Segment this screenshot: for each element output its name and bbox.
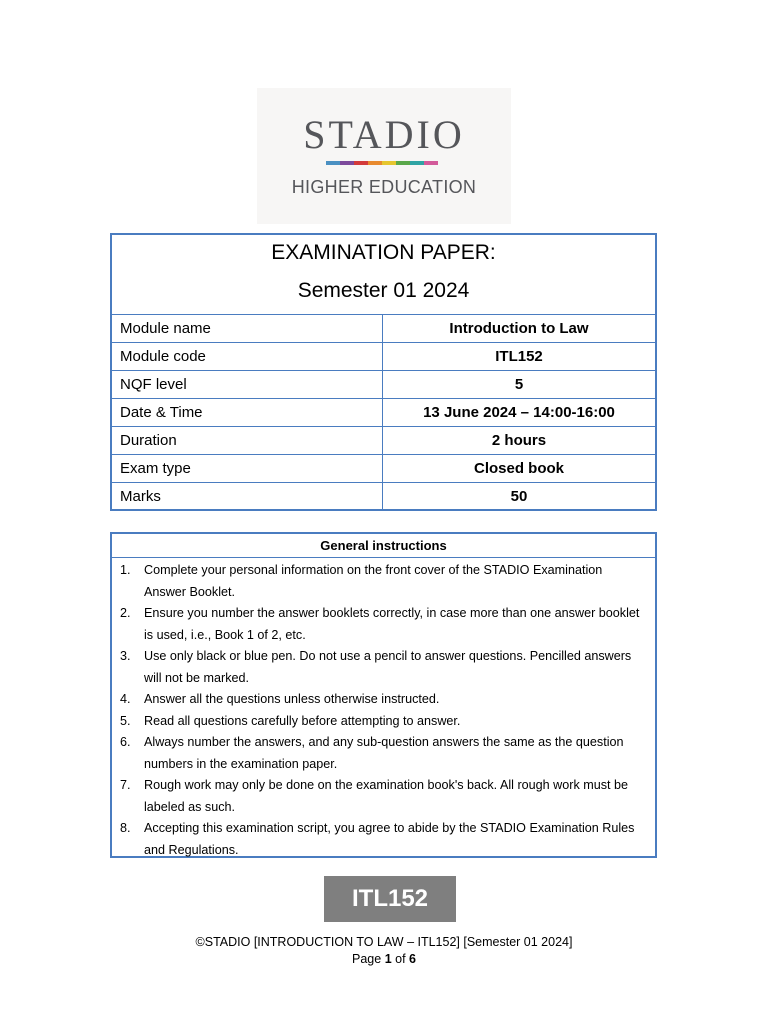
logo-subtitle: HIGHER EDUCATION [291, 177, 477, 197]
logo-bar-segment [368, 161, 382, 165]
instruction-text: Answer all the questions unless otherwise instructed. [144, 692, 440, 706]
exam-title-cell [112, 235, 655, 315]
exam-detail-label: Marks [112, 483, 383, 511]
footer-copyright: ©STADIO [INTRODUCTION TO LAW – ITL152] [Semester 01 2024] [195, 935, 573, 949]
exam-detail-row [112, 315, 655, 343]
instructions-list [112, 558, 655, 861]
exam-detail-label: Date & Time [112, 399, 383, 427]
exam-detail-row [112, 483, 655, 511]
exam-detail-value: Closed book [383, 455, 656, 483]
stadio-logo [257, 88, 511, 224]
instruction-item [120, 560, 647, 603]
instruction-text: Ensure you number the answer booklets correctly, in case more than one answer booklet is used, i.e., Book 1 of 2, etc. [144, 606, 640, 642]
exam-detail-label: Duration [112, 427, 383, 455]
instruction-number: 4. [120, 692, 131, 706]
instruction-item [120, 689, 647, 711]
exam-detail-row [112, 399, 655, 427]
logo-bar-segment [382, 161, 396, 165]
logo-bar-segment [326, 161, 340, 165]
general-instructions-box [110, 532, 657, 858]
exam-detail-value: Introduction to Law [383, 315, 656, 343]
exam-detail-value: 5 [383, 371, 656, 399]
instruction-number: 3. [120, 649, 131, 663]
instruction-text: Read all questions carefully before attempting to answer. [144, 713, 461, 728]
logo-color-bar [326, 161, 438, 165]
exam-detail-row [112, 371, 655, 399]
instructions-heading: General instructions [112, 534, 655, 558]
instruction-item [120, 775, 647, 818]
page-prefix: Page [352, 952, 385, 966]
logo-bar-segment [340, 161, 354, 165]
exam-detail-label: Exam type [112, 455, 383, 483]
exam-detail-label: NQF level [112, 371, 383, 399]
instruction-number: 2. [120, 606, 131, 620]
exam-detail-row [112, 455, 655, 483]
exam-semester: Semester 01 2024 [297, 279, 470, 302]
module-code-badge: ITL152 [324, 876, 456, 922]
instruction-text: Complete your personal information on the front cover of the STADIO Examination Answer Booklet. [144, 563, 603, 599]
page-number [0, 951, 768, 968]
instruction-text: Rough work may only be done on the examination book's back. All rough work must be labeled as such. [144, 778, 629, 814]
exam-detail-row [112, 427, 655, 455]
exam-detail-value: 2 hours [383, 427, 656, 455]
page-current: 1 [384, 952, 392, 966]
instruction-item [120, 818, 647, 861]
exam-detail-value: 13 June 2024 – 14:00-16:00 [383, 399, 656, 427]
instruction-item [120, 603, 647, 646]
instruction-text: Accepting this examination script, you agree to abide by the STADIO Examination Rules and Regulations. [144, 821, 635, 857]
logo-bar-segment [396, 161, 410, 165]
exam-detail-value: ITL152 [383, 343, 656, 371]
instruction-number: 6. [120, 735, 131, 749]
logo-bar-segment [354, 161, 368, 165]
page-total: 6 [409, 952, 416, 966]
instruction-item [120, 732, 647, 775]
logo-wordmark: STADIO [303, 112, 465, 157]
instruction-item [120, 646, 647, 689]
instruction-text: Use only black or blue pen. Do not use a pencil to answer questions. Pencilled answers will not be marked. [144, 649, 632, 685]
exam-detail-value: 50 [383, 483, 656, 511]
page-footer [0, 934, 768, 968]
exam-title: EXAMINATION PAPER: [271, 241, 496, 264]
exam-details [112, 315, 655, 510]
page-of: of [391, 952, 410, 966]
instruction-number: 1. [120, 563, 131, 577]
instruction-number: 5. [120, 713, 131, 728]
logo-bar-segment [410, 161, 424, 165]
instruction-text: Always number the answers, and any sub-question answers the same as the question numbers in the examination paper. [144, 735, 624, 771]
exam-info-table [110, 233, 657, 511]
exam-detail-label: Module code [112, 343, 383, 371]
instruction-number: 8. [120, 821, 131, 835]
instruction-number: 7. [120, 778, 131, 792]
exam-detail-row [112, 343, 655, 371]
logo-bar-segment [424, 161, 438, 165]
exam-detail-label: Module name [120, 320, 211, 337]
instruction-item [120, 711, 647, 733]
